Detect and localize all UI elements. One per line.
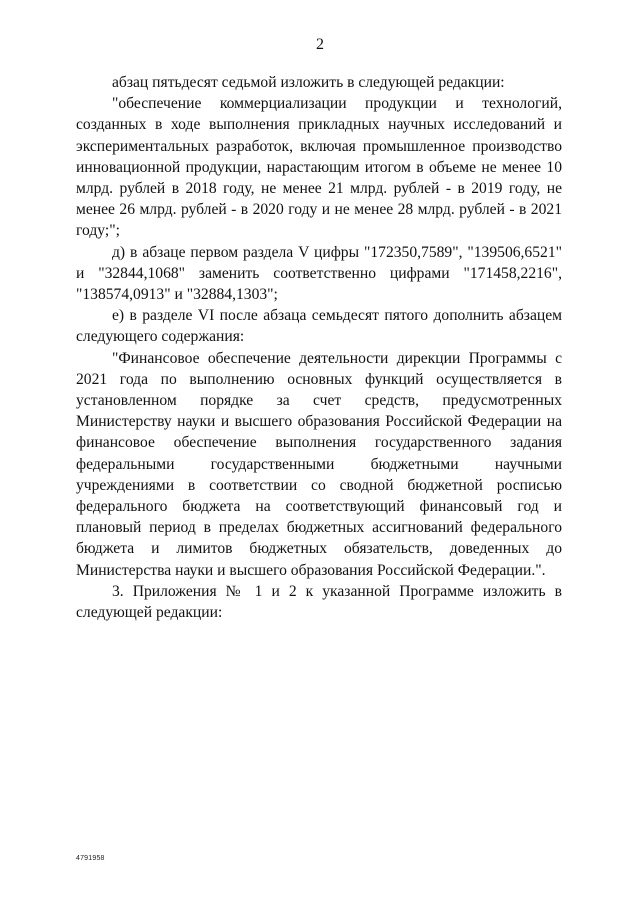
paragraph-abzac-57: абзац пятьдесят седьмой изложить в следующей редакции: — [112, 74, 505, 91]
page-number: 2 — [316, 36, 324, 53]
document-code: 4791958 — [76, 855, 105, 862]
paragraph-commercialization-quote: "обеспечение коммерциализации продукции и технологий, созданных в ходе выполнения прикладных научных исследований и экспериментальных разработок, включая промышленное производство инновационной продукции, нарастающим итогом в объеме не менее 10 млрд. рублей в 2018 году, не менее 21 млрд. рублей - в 2019 году, не менее 26 млрд. рублей - в 2020 году и не менее 28 млрд. рублей - в 2021 году;"; — [76, 95, 562, 240]
paragraph-item-d: д) в абзаце первом раздела V цифры "172350,7589", "139506,6521" и "32844,1068" заменить соответственно цифрами "171458,2216", "138574,0913" и "32884,1303"; — [76, 243, 562, 304]
paragraph-item-3: 3. Приложения № 1 и 2 к указанной Программе изложить в следующей редакции: — [76, 582, 562, 622]
paragraph-financing-quote: "Финансовое обеспечение деятельности дирекции Программы с 2021 года по выполнению основных функций осуществляется в установленном порядке за счет средств, предусмотренных Министерству науки и высшего образования Российской Федерации на финансовое обеспечение выполнения государственного задания федеральными государственными бюджетными научными учреждениями в соответствии со сводной бюджетной росписью федерального бюджета на соответствующий финансовый год и плановый период в пределах бюджетных ассигнований федерального бюджета и лимитов бюджетных обязательств, доведенных до Министерства науки и высшего образования Российской Федерации.". — [76, 349, 562, 579]
paragraph-item-e: е) в разделе VI после абзаца семьдесят пятого дополнить абзацем следующего содержания: — [76, 307, 562, 346]
document-body — [76, 72, 562, 623]
